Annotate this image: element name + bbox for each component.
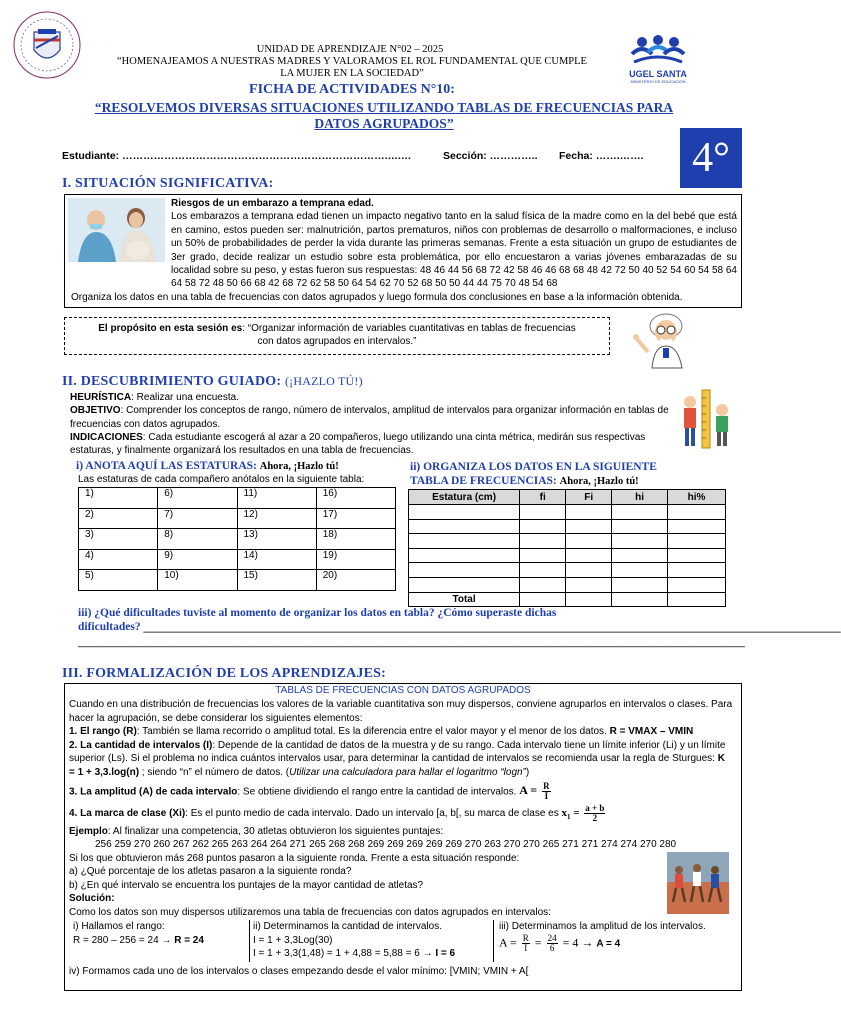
step-iii-line-2 [78,621,841,633]
formalization-intro: Cuando en una distribución de frecuencias los valores de la variable cuantitativa son muy dispersos, conviene agruparlos en intervalos o clases. Para hacer la agrupación, se debe considerar los siguientes elementos: [69,699,733,724]
instructions-line [70,431,670,458]
frequency-table [408,489,726,607]
worksheet-title-line-1: “RESOLVEMOS DIVERSAS SITUACIONES UTILIZANDO TABLAS DE FRECUENCIAS PARA [94,100,674,115]
unit-title: UNIDAD DE APRENDIZAJE N°02 – 2025 [256,44,444,55]
situation-title: Riesgos de un embarazo a temprana edad. [171,198,374,209]
solution-label: Solución: [69,893,115,905]
step-3-title: iii) Determinamos la amplitud de los intervalos. [499,921,706,932]
solution-step-4: iv) Formamos cada uno de los intervalos o clases empezando desde el valor mínimo: [VMIN; VMIN + A[ [69,966,529,977]
height-cell[interactable]: 5) [79,570,158,591]
height-cell[interactable]: 2) [79,508,158,529]
worksheet-number: FICHA DE ACTIVIDADES N°10: [249,82,455,97]
step-3-result: A = 4 [596,937,621,949]
athletes-running-image [667,852,729,914]
item-2-tail: ; siendo “n” el número de datos. ( [139,766,290,778]
height-cell[interactable]: 16) [316,488,395,509]
freq-cell[interactable] [566,577,612,592]
purpose-label: El propósito en esta sesión es [98,323,243,334]
heuristic-text: : Realizar una encuesta. [131,392,239,403]
height-cell[interactable]: 12) [237,508,316,529]
question-b: b) ¿En qué intervalo se encuentra los puntajes de la mayor cantidad de atletas? [69,879,424,891]
heights-row [79,508,396,529]
item-1-text: : También se llama recorrido o amplitud total. Es la diferencia entre el valor mayor y el menor de los datos. [136,726,610,737]
question-a: a) ¿Qué porcentaje de los atletas pasaron a la siguiente ronda? [69,866,352,878]
ugel-logo-text: UGEL SANTA [629,69,687,79]
step-i-note: Las estaturas de cada compañero anótalos en la siguiente tabla: [78,474,365,485]
answer-line-2[interactable]: _____________________________________________________________________________________________________________ [78,636,745,648]
step-ii-heading-line-1: ii) ORGANIZA LOS DATOS EN LA SIGUIENTE [410,461,657,473]
example-label: Ejemplo [69,825,108,837]
step-1-line [73,934,249,948]
freq-cell[interactable] [668,505,726,520]
solution-steps [69,920,737,962]
situation-box [64,194,742,308]
kids-measuring-image [676,388,734,450]
freq-cell[interactable] [566,592,612,607]
step-3-formula: A = $\frac{R}{I}$ = $\frac{24}{6}$ = 4 → A = 4 [499,932,621,953]
freq-cell[interactable] [409,534,520,549]
section-3-heading: III. FORMALIZACIÓN DE LOS APRENDIZAJES: [62,666,387,681]
freq-header-cell: fi [520,490,566,505]
freq-cell[interactable] [520,519,566,534]
step-1-calc: R = 280 – 256 = 24 → [73,934,175,946]
freq-cell[interactable] [668,577,726,592]
freq-cell[interactable] [668,548,726,563]
item-3-text: : Se obtiene dividiendo el rango entre la cantidad de intervalos. [237,786,520,798]
freq-row [409,548,726,563]
pregnancy-clinic-image [68,198,165,262]
situation-instruction: Organiza los datos en una tabla de frecuencias con datos agrupados y luego formula dos conclusiones en base a la información obtenida. [71,292,683,303]
freq-cell[interactable] [612,592,668,607]
professor-cartoon-image [626,308,700,368]
ugel-logo-subtext: MINISTERIO DE EDUCACIÓN [630,79,686,84]
freq-header-cell: Fi [566,490,612,505]
item-2-label: 2. La cantidad de intervalos (I) [69,739,213,751]
situation-paragraph: Los embarazos a temprana edad tienen un impacto negativo tanto en la salud física de la madre como en la del bebé que está en camino, estos pueden ser: malnutrición, partos prematuros, niños con problemas de desarrollo o malformaciones, e incluso un 50% de probabilidades de perder la vida durante las primeras semanas. Frente a esta situación un grupo de estudiantes de 3er grado, decide realizar un estudio sobre esta problemática, por ello encuestaron a varias jóvenes embarazadas de su localidad sobre su peso, y estas fueron sus respuestas: 48 46 44 56 68 72 42 58 46 46 68 68 48 42 72 50 40 52 54 60 54 58 64 64 58 72 48 50 66 68 42 68 72 62 58 50 64 54 62 70 52 68 50 50 44 44 75 70 48 54 68 [171,211,737,290]
item-2 [69,739,733,780]
example-line [69,825,733,839]
freq-header-cell: Estatura (cm) [409,490,520,505]
height-cell[interactable]: 8) [158,529,237,550]
height-cell[interactable]: 18) [316,529,395,550]
solution-step-1 [69,920,250,962]
height-cell[interactable]: 14) [237,549,316,570]
height-cell[interactable]: 6) [158,488,237,509]
item-2-end: ) [525,766,530,778]
slogan-line-2: LA MUJER EN LA SOCIEDAD” [280,68,424,79]
height-cell[interactable]: 1) [79,488,158,509]
solution-step-3 [499,920,735,962]
freq-cell[interactable] [566,534,612,549]
step-ii-label: TABLA DE FRECUENCIAS: [410,475,560,487]
freq-cell[interactable] [612,534,668,549]
purpose-box [64,317,610,355]
heights-row [79,488,396,509]
freq-cell[interactable] [520,577,566,592]
question-intro: Si los que obtuvieron más 268 puntos pasaron a la siguiente ronda. Frente a esta situación responde: [69,852,520,864]
item-2-formula: K = 1 + 3,3.log(n) [69,753,725,778]
freq-cell[interactable] [612,577,668,592]
step-2-title: ii) Determinamos la cantidad de intervalos. [253,921,442,932]
instructions-label: INDICACIONES [70,431,143,443]
formalization-box [64,683,742,991]
freq-cell[interactable] [668,519,726,534]
freq-row [409,519,726,534]
item-2-italic: Utilizar una calculadora para hallar el logaritmo “logn” [289,766,526,778]
freq-cell[interactable] [612,519,668,534]
freq-row [409,534,726,549]
heights-row [79,570,396,591]
height-cell[interactable]: 20) [316,570,395,591]
heights-row [79,529,396,550]
step-2-result: I = 6 [435,948,456,959]
freq-cell[interactable] [612,563,668,578]
freq-row [409,563,726,578]
example-scores: 256 259 270 260 267 262 265 263 264 264 271 265 268 268 269 269 269 269 269 270 263 270 270 265 271 271 274 274 270 280 [95,839,677,851]
freq-cell[interactable] [520,563,566,578]
freq-header-cell: hi% [668,490,726,505]
freq-cell[interactable] [520,505,566,520]
section-2-heading-tail: (¡HAZLO TÚ!) [284,374,363,388]
school-crest-logo [12,10,82,80]
objective-text: : Comprender los conceptos de rango, número de intervalos, amplitud de intervalos para organizar información en tablas de frecuencias con datos agrupados. [70,405,669,430]
step-iii-question: iii) ¿Qué dificultades tuviste al momento de organizar los datos en tabla? ¿Cómo superaste dichas [78,607,557,619]
freq-cell[interactable] [566,548,612,563]
answer-line-1[interactable]: _____________________________________________________________________________________________________________ [143,621,841,633]
freq-cell[interactable] [409,577,520,592]
solution-intro: Como los datos son muy dispersos utilizaremos una tabla de frecuencias con datos agrupados en intervalos: [69,906,551,918]
height-cell[interactable]: 11) [237,488,316,509]
item-4-label: 4. La marca de clase (Xi) [69,808,186,820]
item-3-label: 3. La amplitud (A) de cada intervalo [69,786,238,798]
worksheet-title-line-2: DATOS AGRUPADOS” [314,116,454,131]
height-cell[interactable]: 4) [79,549,158,570]
freq-cell[interactable] [566,519,612,534]
freq-cell[interactable] [668,534,726,549]
freq-cell[interactable] [612,548,668,563]
item-1-label: 1. El rango (R) [69,726,137,737]
freq-cell[interactable] [566,563,612,578]
grade-badge [680,128,742,188]
slogan-line-1: “HOMENAJEAMOS A NUESTRAS MADRES Y VALORAMOS EL ROL FUNDAMENTAL QUE CUMPLE [117,56,587,67]
height-cell[interactable]: 7) [158,508,237,529]
freq-row [409,505,726,520]
item-1-formula: R = VMAX – VMIN [609,726,694,737]
freq-cell[interactable] [409,548,520,563]
freq-cell[interactable] [520,534,566,549]
heuristic-line [70,391,670,404]
item-3 [69,782,733,801]
step-ii-tail: Ahora, ¡Hazlo tú! [559,476,639,487]
height-cell[interactable]: 9) [158,549,237,570]
step-ii-heading-line-2 [410,475,639,487]
height-cell[interactable]: 10) [158,570,237,591]
class-mark-formula: $x_1$ = $\frac{a + b}{2}$ [561,803,605,823]
solution-step-2 [253,920,494,962]
heuristic-label: HEURÍSTICA [70,392,132,403]
freq-cell[interactable] [566,505,612,520]
instructions-text: : Cada estudiante escogerá al azar a 20 compañeros, luego utilizando una cinta métrica, medirán sus respectivas estaturas, y finalmente organizará los resultados en una tabla de frecuencias. [70,431,646,457]
objective-line [70,404,670,431]
date-field[interactable]: Fecha: …….……. [559,150,644,162]
step-2-line-2 [253,947,493,961]
section-2-heading [62,374,363,390]
height-cell[interactable]: 13) [237,529,316,550]
freq-total-label: Total [409,592,520,607]
step-iii-label-2: dificultades? [78,621,144,633]
height-cell[interactable]: 17) [316,508,395,529]
step-2-line-1: I = 1 + 3,3Log(30) [253,934,333,946]
example-text: : Al finalizar una competencia, 30 atletas obtuvieron los siguientes puntajes: [107,825,444,837]
freq-cell[interactable] [520,548,566,563]
height-cell[interactable]: 3) [79,529,158,550]
height-cell[interactable]: 15) [237,570,316,591]
height-cell[interactable]: 19) [316,549,395,570]
freq-cell[interactable] [668,563,726,578]
item-4-text: : Es el punto medio de cada intervalo. Dado un intervalo [a, b[, su marca de clase es [185,808,562,820]
step-2-calc: I = 1 + 3,3(1,48) = 1 + 4,88 = 5,88 = 6 → [253,948,436,959]
step-i-tail: Ahora, ¡Hazlo tú! [259,461,339,472]
step-1-title: i) Hallamos el rango: [73,921,165,932]
freq-row [409,577,726,592]
amplitude-formula: A = $\frac{R}{I}$ [519,781,550,801]
section-1-heading: I. SITUACIÓN SIGNIFICATIVA: [62,176,274,191]
step-1-result: R = 24 [174,934,204,946]
purpose-text: : “Organizar información de variables cuantitativas en tablas de frecuencias con datos agrupados en intervalos.” [242,323,576,347]
student-field[interactable]: Estudiante: ………………………………………………………………….….… [62,150,412,162]
item-1 [69,725,733,739]
freq-cell[interactable] [668,592,726,607]
step-i-heading [76,460,339,472]
grade-label: 4° [692,135,730,181]
freq-cell[interactable] [409,519,520,534]
heights-row [79,549,396,570]
freq-row [409,592,726,607]
step-i-label: i) ANOTA AQUÍ LAS ESTATURAS: [76,460,260,472]
freq-header-cell: hi [612,490,668,505]
item-2-text: : Depende de la cantidad de datos de la muestra y de su rango. Cada intervalo tiene un límite inferior (Li) y un límite superior (Ls). Si el problema no indica cuántos intervalos usar, para determinar la cantidad de intervalos se recomienda usar la regla de Sturgues: [69,739,726,764]
freq-cell[interactable] [612,505,668,520]
section-field[interactable]: Sección: ………….. [443,150,538,162]
heights-table [78,487,396,591]
freq-cell[interactable] [409,505,520,520]
objective-label: OBJETIVO [70,405,121,417]
formalization-title: TABLAS DE FRECUENCIAS CON DATOS AGRUPADOS [275,685,531,696]
ugel-santa-logo [628,34,688,86]
freq-cell[interactable] [409,563,520,578]
section-2-heading-text: II. DESCUBRIMIENTO GUIADO: [62,374,285,389]
item-4 [69,804,733,825]
freq-cell[interactable] [520,592,566,607]
